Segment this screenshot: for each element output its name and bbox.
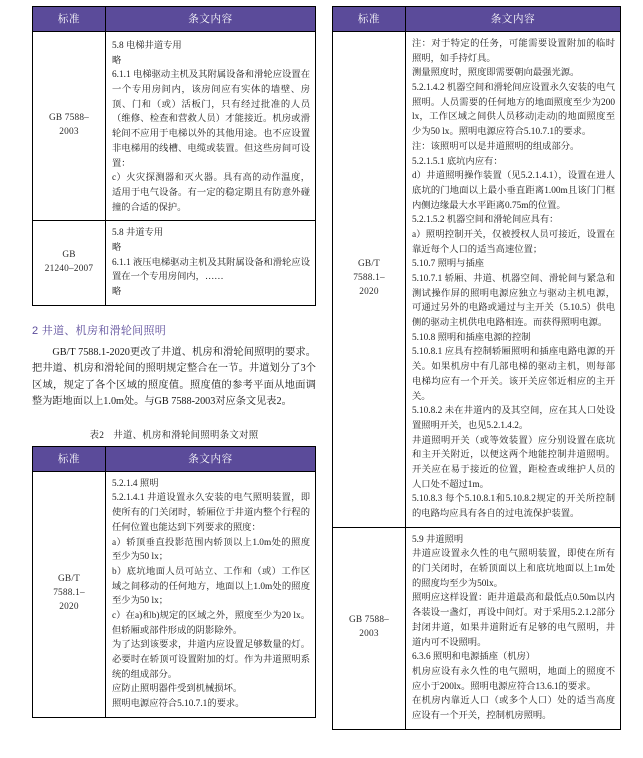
- standard-line: 2020: [59, 602, 79, 613]
- table-2-caption: [32, 427, 316, 441]
- table-2-right-body: [333, 32, 621, 730]
- standard-line: 2020: [359, 287, 379, 298]
- table-1-machine-room-pulley-room: [32, 6, 316, 306]
- table-2-header-standard: 标准: [33, 446, 106, 471]
- table-1-row-0-standard: [33, 32, 106, 221]
- standard-line: 7588.1–: [53, 588, 85, 599]
- standard-line: 21240–2007: [44, 263, 94, 274]
- table-1-row-1-content: [106, 221, 316, 305]
- clause-line: 照明电源应符合5.10.7.1的要求。: [112, 699, 245, 710]
- right-column: [330, 0, 643, 758]
- standard-line: 2003: [59, 127, 79, 138]
- table-2-left-row-0-standard: [33, 471, 106, 717]
- section-paragraph: GB/T 7588.1-2020更改了井道、机房和滑轮间照明的要求。把井道、机房和滑轮间的照明规定整合在一节。井道划分了3个区域，规定了各个区域的照度值。照度值的参考平面从地面调整为距地面以上1.0m处。与GB 7588-2003对应条文见表2。: [32, 346, 316, 408]
- table-2-right-part: [332, 6, 621, 730]
- clause-line: b）底坑地面人员可站立、工作和（或）工作区域之间移动的任何地方，地面以上1.0m处的照度至少为50 lx；: [112, 566, 310, 607]
- clause-line: 5.10.8.1 应具有控制轿厢照明和插座电路电源的开关。如果机房中有几部电梯的驱动主机，则每部电梯均应有一个开关。该开关应邻近相应的主开关。: [412, 347, 615, 402]
- clause-line: 6.3.6 照明和电源插座（机房）: [412, 652, 536, 663]
- table-2-right-row-1-standard: [333, 527, 406, 729]
- table-2-header-standard-continued: 标准: [333, 7, 406, 32]
- table-2-header: [33, 446, 316, 471]
- clause-line: 5.9 井道照明: [412, 534, 464, 545]
- clause-line: 注：对于特定的任务，可能需要设置附加的临时照明，如手持灯具。: [412, 39, 615, 64]
- clause-line: 井道照明开关（或等效装置）应分别设置在底坑和主开关附近，以便这两个地能控制井道照明。开关应在易于接近的位置，距检查或维护人员的人口处不超过1m。: [412, 435, 615, 490]
- clause-line: 5.2.1.5.1 底坑内应有：: [412, 156, 503, 167]
- table-2-caption-label: 表2: [89, 430, 105, 441]
- table-2-right-row-0-content: [406, 32, 621, 528]
- table-2-header-content: 条文内容: [106, 446, 316, 471]
- clause-line: 机房应设有永久性的电气照明，地面上的照度不应小于200lx。照明电源应符合13.6.1的要求。: [412, 666, 615, 692]
- clause-line: 注：该照明可以是井道照明的组成部分。: [412, 141, 580, 152]
- table-2-left-body: [33, 471, 316, 717]
- clause-line: 应防止照明器件受到机械损坏。: [112, 684, 243, 695]
- table-2-right-row-1-content: [406, 527, 621, 729]
- clause-line: 略: [112, 55, 122, 66]
- clause-line: 5.2.1.4.1 井道设置永久安装的电气照明装置，即使所有的门关闭时，轿厢位于井道内整个行程的任何位置也能达到下列要求的照度：: [112, 493, 310, 533]
- table-2-right-row-0-standard: [333, 32, 406, 528]
- clause-line: 6.1.1 电梯驱动主机及其附属设备和滑轮应设置在一个专用房间内，该房间应有实体的墙壁、房顶、门和（或）活板门，只有经过批准的人员（维修、检查和营救人员）才能接近。机房或滑轮间不应用于电梯以外的其他用途。也不应设置非电梯用的线槽、电缆或装置。但这些房间可设置：: [112, 70, 310, 169]
- clause-line: 5.2.1.4 照明: [112, 478, 159, 489]
- clause-line: 5.10.8 照明和插座电源的控制: [412, 332, 531, 343]
- standard-line: GB: [62, 250, 76, 261]
- table-header-row: [33, 446, 316, 471]
- table-row: [33, 221, 316, 305]
- table-header-row: [333, 7, 621, 32]
- clause-line: 6.1.1 液压电梯驱动主机及其附属设备和滑轮应设置在一个专用房间内，……: [112, 257, 310, 283]
- table-1-header-content: 条文内容: [106, 7, 316, 32]
- clause-line: 略: [112, 242, 122, 253]
- clause-line: 为了达到该要求，井道内应设置足够数量的灯。必要时在轿顶可设置附加的灯。作为井道照明系统的组成部分。: [112, 640, 310, 680]
- table-row: [333, 527, 621, 729]
- table-2-header-continued: [333, 7, 621, 32]
- table-1-header-standard: 标准: [33, 7, 106, 32]
- table-1-row-1-standard: [33, 221, 106, 305]
- clause-line: a）轿顶垂直投影范围内轿顶以上1.0m处的照度至少为50 lx；: [112, 537, 310, 563]
- clause-line: 测量照度时，照度即需要朝向最强光源。: [412, 68, 580, 79]
- standard-line: GB 7588–: [348, 615, 390, 626]
- clause-line: 5.2.1.5.2 机器空间和滑轮间应具有：: [412, 215, 559, 226]
- clause-line: 井道应设置永久性的电气照明装置，即使在所有的门关闭时，在轿顶面以上和底坑地面以上1m处的照度均至少为50lx。: [412, 549, 615, 589]
- clause-line: 5.10.7 照明与插座: [412, 259, 485, 270]
- table-2-left-row-0-content: [106, 471, 316, 717]
- clause-line: 5.2.1.4.2 机器空间和滑轮间应设置永久安装的电气照明。人员需要的任何地方的地面照度至少为200 lx，工作区域之间供人员移动|走动|的地面照度至少为50 lx。照明电源应符合5.10.7.1的要求。: [412, 83, 615, 138]
- standard-line: 7588.1–: [353, 273, 385, 284]
- table-1-row-0-content: [106, 32, 316, 221]
- clause-line: c）在a)和b)规定的区域之外，照度至少为20 lx。但轿厢或部件形成的阴影除外。: [112, 610, 310, 636]
- standard-line: GB/T: [358, 259, 380, 270]
- table-1-header: [33, 7, 316, 32]
- table-header-row: [33, 7, 316, 32]
- clause-line: 5.8 电梯井道专用: [112, 41, 182, 51]
- standard-line: GB 7588–: [48, 113, 90, 124]
- clause-line: 照明应这样设置：距井道最高和最低点0.50m以内各装设一盏灯，再设中间灯。对于采用5.2.1.2部分封闭井道，如果井道附近有足够的电气照明，井道内可不设照明。: [412, 593, 615, 648]
- clause-line: c）火灾探测器和灭火器。具有高的动作温度，适用于电气设备。有一定的稳定期且有防意外碰撞的合适的保护。: [112, 173, 310, 213]
- table-row: [33, 471, 316, 717]
- table-2-header-content-continued: 条文内容: [406, 7, 621, 32]
- standard-line: GB/T: [58, 574, 80, 585]
- clause-line: 5.10.8.3 每个5.10.8.1和5.10.8.2规定的开关所控制的电路均应具有各自的过电流保护装置。: [412, 494, 615, 519]
- table-2-left-part: [32, 446, 316, 718]
- clause-line: 在机房内靠近人口（或多个人口）处的适当高度应设有一个开关，控制机房照明。: [412, 696, 615, 721]
- section-heading: 2 井道、机房和滑轮间照明: [32, 324, 167, 337]
- clause-line: 略: [112, 287, 122, 297]
- table-2-caption-text: 井道、机房和滑轮间照明条文对照: [113, 430, 259, 441]
- table-row: [333, 32, 621, 528]
- standard-line: 2003: [359, 629, 379, 640]
- clause-line: d）井道照明操作装置（见5.2.1.4.1），设置在进人底坑的门地面以上最小垂直距离1.00m且该门门框内侧边缘最大水平距离0.75m的位置。: [412, 171, 615, 211]
- clause-line: 5.8 井道专用: [112, 228, 164, 239]
- clause-line: 5.10.7.1 轿厢、井道、机器空间、滑轮间与紧急和测试操作屏的照明电源应独立与驱动主机电源，可通过另外的电路或通过与主开关（5.10.5）供电侧的驱动主机供电电路相连。而获得照明电源。: [412, 274, 615, 329]
- clause-line: a）照明控制开关，仅被授权人员可接近，设置在靠近每个人口的适当高速位置；: [412, 229, 615, 255]
- table-row: [33, 32, 316, 221]
- table-1-body: [33, 32, 316, 306]
- clause-line: 5.10.8.2 未在井道内的及其空间，应在其人口处设置照明开关，也见5.2.1.4.2。: [412, 406, 615, 431]
